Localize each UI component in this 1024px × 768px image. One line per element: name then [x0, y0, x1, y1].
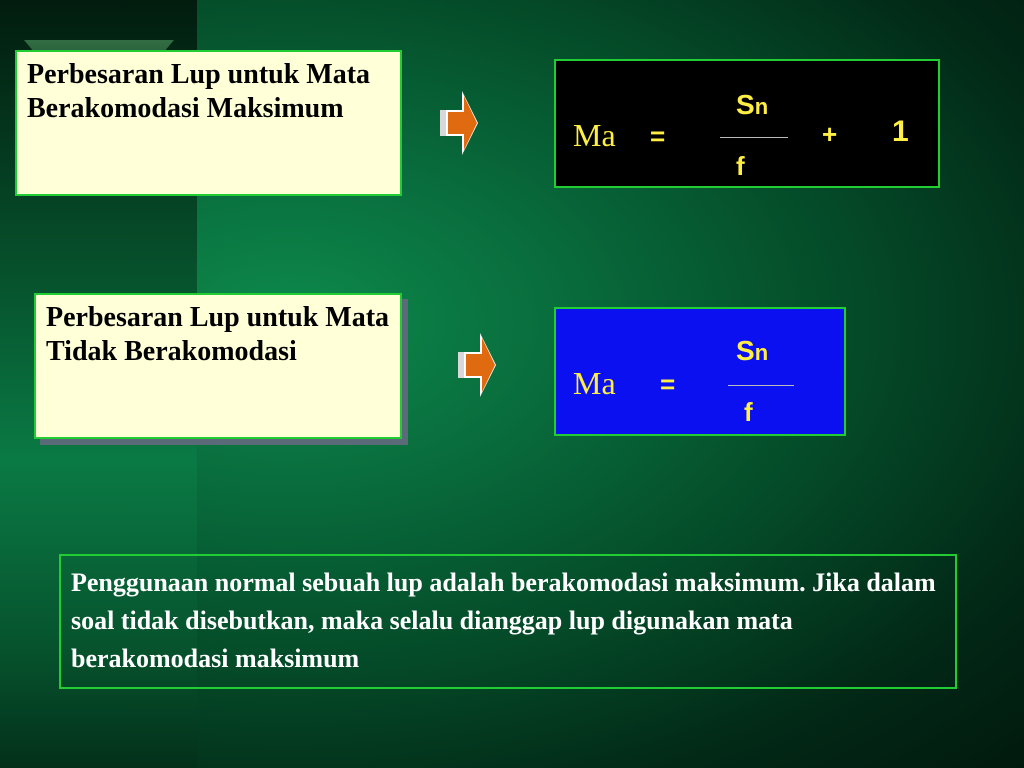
fraction-line: [728, 385, 794, 386]
formula-plus: +: [822, 119, 838, 149]
formula-numerator: [736, 335, 768, 367]
formula-equals: =: [660, 369, 676, 399]
label-box-relaxed: [34, 293, 402, 439]
formula-ma-label: Ma: [573, 365, 616, 401]
formula-numerator: [736, 89, 768, 121]
arrow-right-icon: [458, 330, 500, 400]
label-relaxed-text: Perbesaran Lup untuk Mata Tidak Berakomodasi: [46, 302, 390, 367]
label-accommodated-text: Perbesaran Lup untuk Mata Berakomodasi Maksimum: [27, 59, 371, 124]
numerator-n: n: [754, 94, 769, 119]
formula-no-accommodation: [554, 307, 846, 436]
formula-max-accommodation: [554, 59, 940, 188]
formula-one: 1: [892, 115, 909, 148]
formula-denominator: f: [744, 397, 753, 427]
arrow-right-icon: [440, 88, 482, 158]
fraction-line: [720, 137, 788, 138]
label-box-accommodated: [15, 50, 402, 196]
formula-equals: =: [650, 121, 666, 151]
usage-note-text: Penggunaan normal sebuah lup adalah berakomodasi maksimum. Jika dalam soal tidak disebutkan, maka selalu dianggap lup digunakan mata berakomodasi maksimum: [71, 568, 936, 673]
numerator-n: n: [754, 340, 769, 365]
usage-note: [59, 554, 957, 689]
formula-denominator: f: [736, 151, 745, 181]
formula-ma-label: Ma: [573, 117, 616, 153]
numerator-s: S: [736, 89, 755, 120]
numerator-s: S: [736, 335, 755, 366]
